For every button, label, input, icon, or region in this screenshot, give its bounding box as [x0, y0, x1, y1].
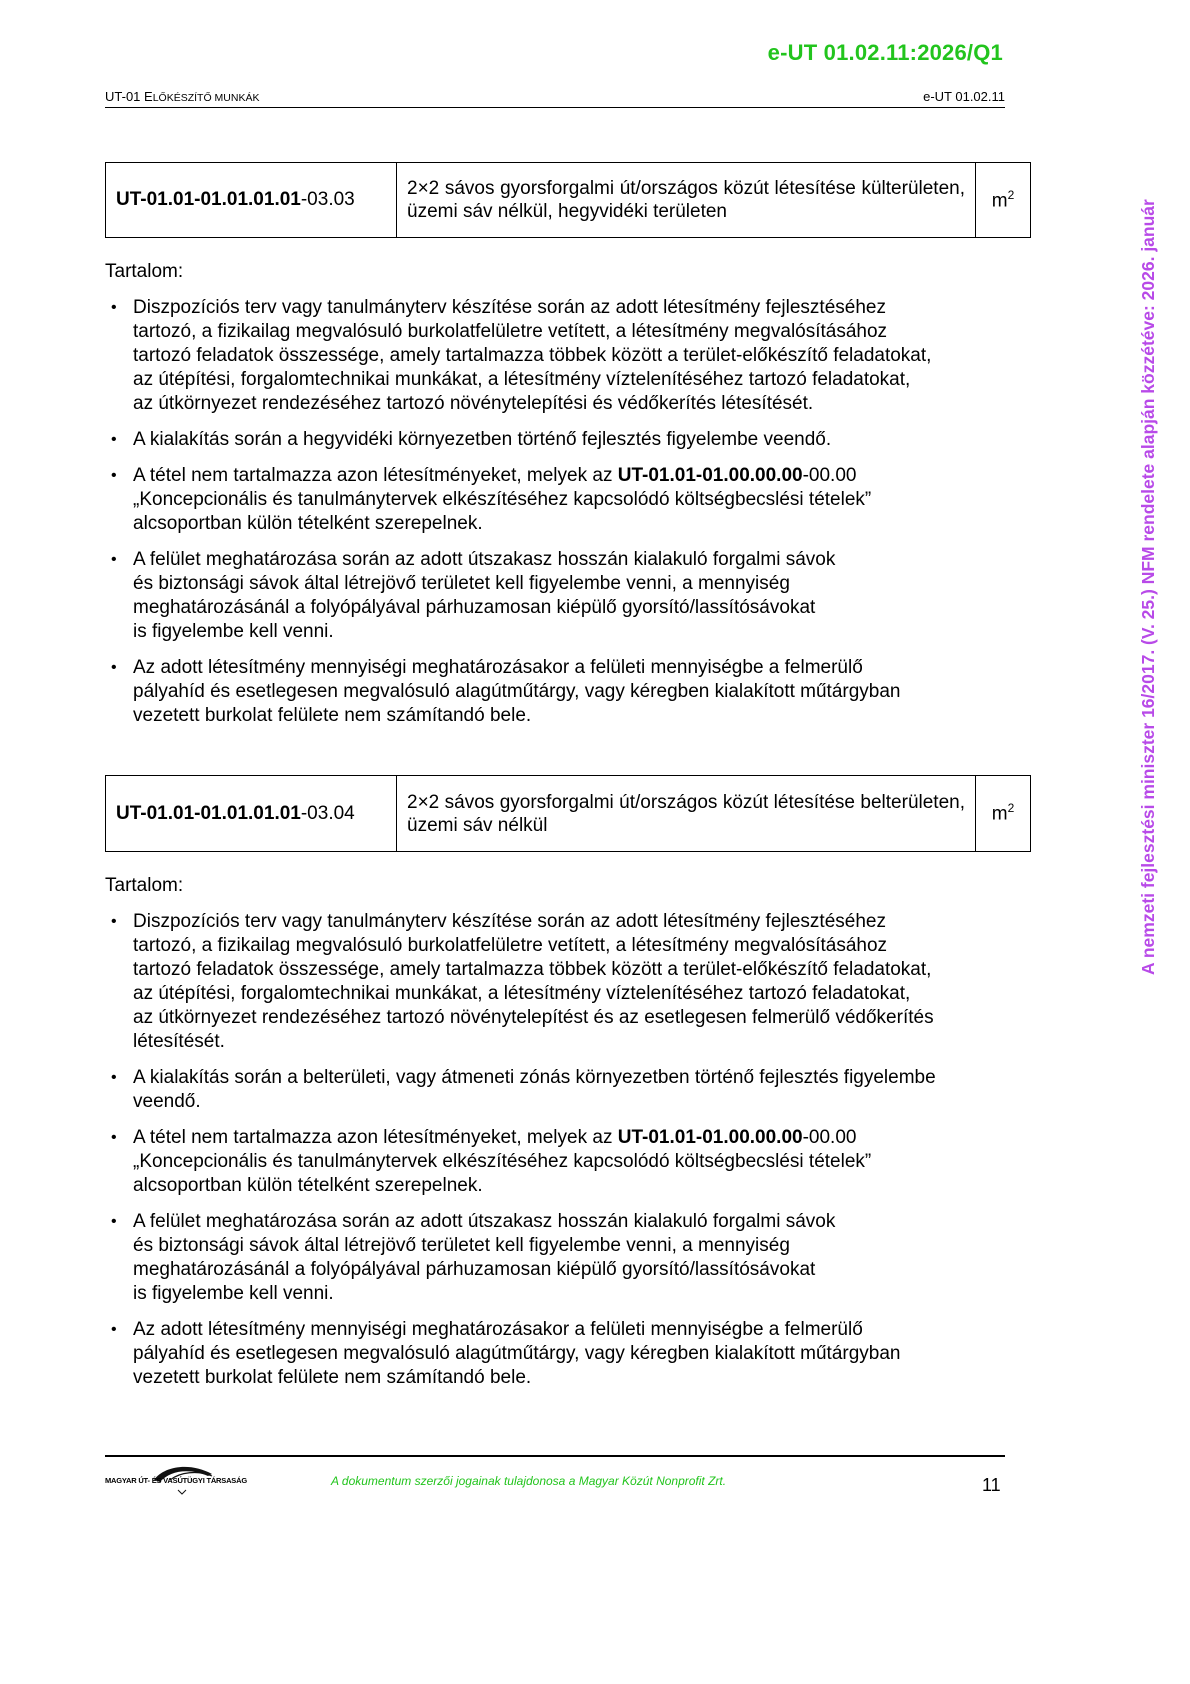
unit-exponent: 2: [1007, 187, 1015, 202]
running-header-section: [105, 89, 259, 104]
content-bullet: [105, 1318, 1005, 1390]
bullet-dot-icon: •: [111, 1069, 117, 1086]
bullet-line: az útkörnyezet rendezéséhez tartozó növénytelepítést és az esetlegesen felmerülő védőkerítés: [133, 1007, 934, 1028]
content-bullet: [105, 464, 1005, 536]
content-bullet: [105, 656, 1005, 728]
section-title-smallcaps: LŐKÉSZÍTŐ MUNKÁK: [152, 92, 260, 104]
bullet-line: tartozó, a fizikailag megvalósuló burkolatfelületre vetített, a létesítmény megvalósításához: [133, 935, 888, 956]
bullet-text: A tétel nem tartalmazza azon létesítményeket, melyek az: [133, 1127, 618, 1148]
bullet-dot-icon: •: [111, 913, 117, 930]
bullet-line: meghatározásánál a folyópályával párhuzamosan kiépülő gyorsító/lassítósávokat: [133, 597, 816, 618]
content-bullet: [105, 1066, 1005, 1114]
bullet-line: és biztonsági sávok által létrejövő területet kell figyelembe venni, a mennyiség: [133, 573, 790, 594]
document-code: e-UT 01.02.11:2026/Q1: [767, 40, 1003, 65]
item-header-table: [105, 775, 1031, 852]
bullet-line: tartozó feladatok összessége, amely tartalmazza többek között a terület-előkészítő feladatokat,: [133, 345, 932, 366]
reference-code-bold: UT-01.01-01.00.00.00: [617, 1127, 803, 1148]
bullet-line: veendő.: [133, 1091, 201, 1112]
bullet-line: az útépítési, forgalomtechnikai munkákat, a létesítmény víztelenítéséhez tartozó feladatokat,: [133, 983, 911, 1004]
bullet-dot-icon: •: [111, 1129, 117, 1146]
bullet-line: vezetett burkolat felülete nem számítandó bele.: [133, 1367, 532, 1388]
bullet-line: „Koncepcionális és tanulmánytervek elkészítéséhez kapcsolódó költségbecslési tételek”: [133, 489, 872, 510]
bullet-line: és biztonsági sávok által létrejövő területet kell figyelembe venni, a mennyiség: [133, 1235, 790, 1256]
item-code-bold: UT-01.01-01.01.01.01: [116, 189, 301, 210]
content-bullet: [105, 1210, 1005, 1306]
bullet-line: vezetett burkolat felülete nem számítandó bele.: [133, 705, 532, 726]
logo-text: MAGYAR ÚT- ÉS VASÚTÜGYI TÁRSASÁG: [105, 1476, 247, 1485]
bullet-line: pályahíd és esetlegesen megvalósuló alagútműtárgy, vagy kéregben kialakított műtárgyban: [133, 1343, 901, 1364]
item-description: 2×2 sávos gyorsforgalmi út/országos közút létesítése külterületen, üzemi sáv nélkül, hegyvidéki területen: [397, 163, 976, 238]
content-bullet-list: [105, 910, 1005, 1402]
bullet-dot-icon: •: [111, 1321, 117, 1338]
bullet-line: A felület meghatározása során az adott útszakasz hosszán kialakuló forgalmi sávok: [133, 1211, 836, 1232]
bullet-dot-icon: •: [111, 431, 117, 448]
bullet-dot-icon: •: [111, 1213, 117, 1230]
bullet-dot-icon: •: [111, 551, 117, 568]
bullet-dot-icon: •: [111, 467, 117, 484]
bullet-line: is figyelembe kell venni.: [133, 1283, 334, 1304]
bullet-line: az útépítési, forgalomtechnikai munkákat, a létesítmény víztelenítéséhez tartozó feladatokat,: [133, 369, 911, 390]
section-prefix: UT-01 E: [105, 89, 153, 104]
running-header-code: e-UT 01.02.11: [923, 89, 1005, 104]
bullet-line: A felület meghatározása során az adott útszakasz hosszán kialakuló forgalmi sávok: [133, 549, 836, 570]
bullet-line: „Koncepcionális és tanulmánytervek elkészítéséhez kapcsolódó költségbecslési tételek”: [133, 1151, 872, 1172]
bullet-line: meghatározásánál a folyópályával párhuzamosan kiépülő gyorsító/lassítósávokat: [133, 1259, 816, 1280]
bullet-line: Az adott létesítmény mennyiségi meghatározásakor a felületi mennyiségbe a felmerülő: [133, 657, 863, 678]
bullet-line: A kialakítás során a hegyvidéki környezetben történő fejlesztés figyelembe veendő.: [133, 429, 832, 450]
bullet-line: Az adott létesítmény mennyiségi meghatározásakor a felületi mennyiségbe a felmerülő: [133, 1319, 863, 1340]
bullet-dot-icon: •: [111, 659, 117, 676]
bullet-line: [133, 1126, 1005, 1150]
bullet-line: Diszpozíciós terv vagy tanulmányterv készítése során az adott létesítmény fejlesztéséhez: [133, 297, 886, 318]
bullet-line: pályahíd és esetlegesen megvalósuló alagútműtárgy, vagy kéregben kialakított műtárgyban: [133, 681, 901, 702]
item-unit: [976, 163, 1031, 238]
footer-divider: [105, 1455, 1005, 1457]
copyright-notice: A dokumentum szerzői jogainak tulajdonosa a Magyar Közút Nonprofit Zrt.: [331, 1474, 727, 1488]
bullet-line: létesítését.: [133, 1031, 225, 1052]
item-description: 2×2 sávos gyorsforgalmi út/országos közút létesítése belterületen, üzemi sáv nélkül: [397, 776, 976, 852]
page-number: 11: [982, 1475, 1001, 1495]
running-header: [105, 89, 1005, 108]
item-header-table: [105, 162, 1031, 238]
reference-code-suffix: -00.00: [802, 465, 857, 486]
bullet-line: Diszpozíciós terv vagy tanulmányterv készítése során az adott létesítmény fejlesztéséhez: [133, 911, 886, 932]
item-code-suffix: -03.04: [300, 802, 355, 824]
unit-base: m: [991, 803, 1008, 825]
publication-side-note: A nemzeti fejlesztési miniszter 16/2017. (V. 25.) NFM rendelete alapján közzétéve: 2026. január: [1138, 199, 1158, 975]
reference-code-bold: UT-01.01-01.00.00.00: [617, 465, 803, 486]
content-bullet: [105, 1126, 1005, 1198]
content-bullet: [105, 548, 1005, 644]
bullet-line: tartozó feladatok összessége, amely tartalmazza többek között a terület-előkészítő feladatokat,: [133, 959, 932, 980]
content-label: Tartalom:: [105, 875, 184, 896]
bullet-line: [133, 464, 1005, 488]
item-code-suffix: -03.03: [300, 189, 355, 210]
item-code: [106, 776, 397, 852]
unit-exponent: 2: [1007, 801, 1015, 816]
content-bullet: [105, 910, 1005, 1054]
bullet-line: tartozó, a fizikailag megvalósuló burkolatfelületre vetített, a létesítmény megvalósításához: [133, 321, 888, 342]
content-bullet: [105, 296, 1005, 416]
item-unit: [976, 776, 1031, 852]
unit-base: m: [991, 190, 1008, 212]
content-label: Tartalom:: [105, 261, 184, 282]
bullet-dot-icon: •: [111, 299, 117, 316]
item-code: [106, 163, 397, 238]
bullet-text: A tétel nem tartalmazza azon létesítményeket, melyek az: [133, 465, 618, 486]
bullet-line: is figyelembe kell venni.: [133, 621, 334, 642]
content-bullet-list: [105, 296, 1005, 740]
bullet-line: az útkörnyezet rendezéséhez tartozó növénytelepítési és védőkerítés létesítését.: [133, 393, 814, 414]
reference-code-suffix: -00.00: [802, 1127, 857, 1148]
society-logo: [105, 1462, 245, 1498]
bullet-line: A kialakítás során a belterületi, vagy átmeneti zónás környezetben történő fejlesztés figyelembe: [133, 1067, 936, 1088]
content-bullet: [105, 428, 1005, 452]
bullet-line: alcsoportban külön tételként szerepelnek.: [133, 1175, 483, 1196]
item-code-bold: UT-01.01-01.01.01.01: [116, 802, 301, 824]
bullet-line: alcsoportban külön tételként szerepelnek.: [133, 513, 483, 534]
